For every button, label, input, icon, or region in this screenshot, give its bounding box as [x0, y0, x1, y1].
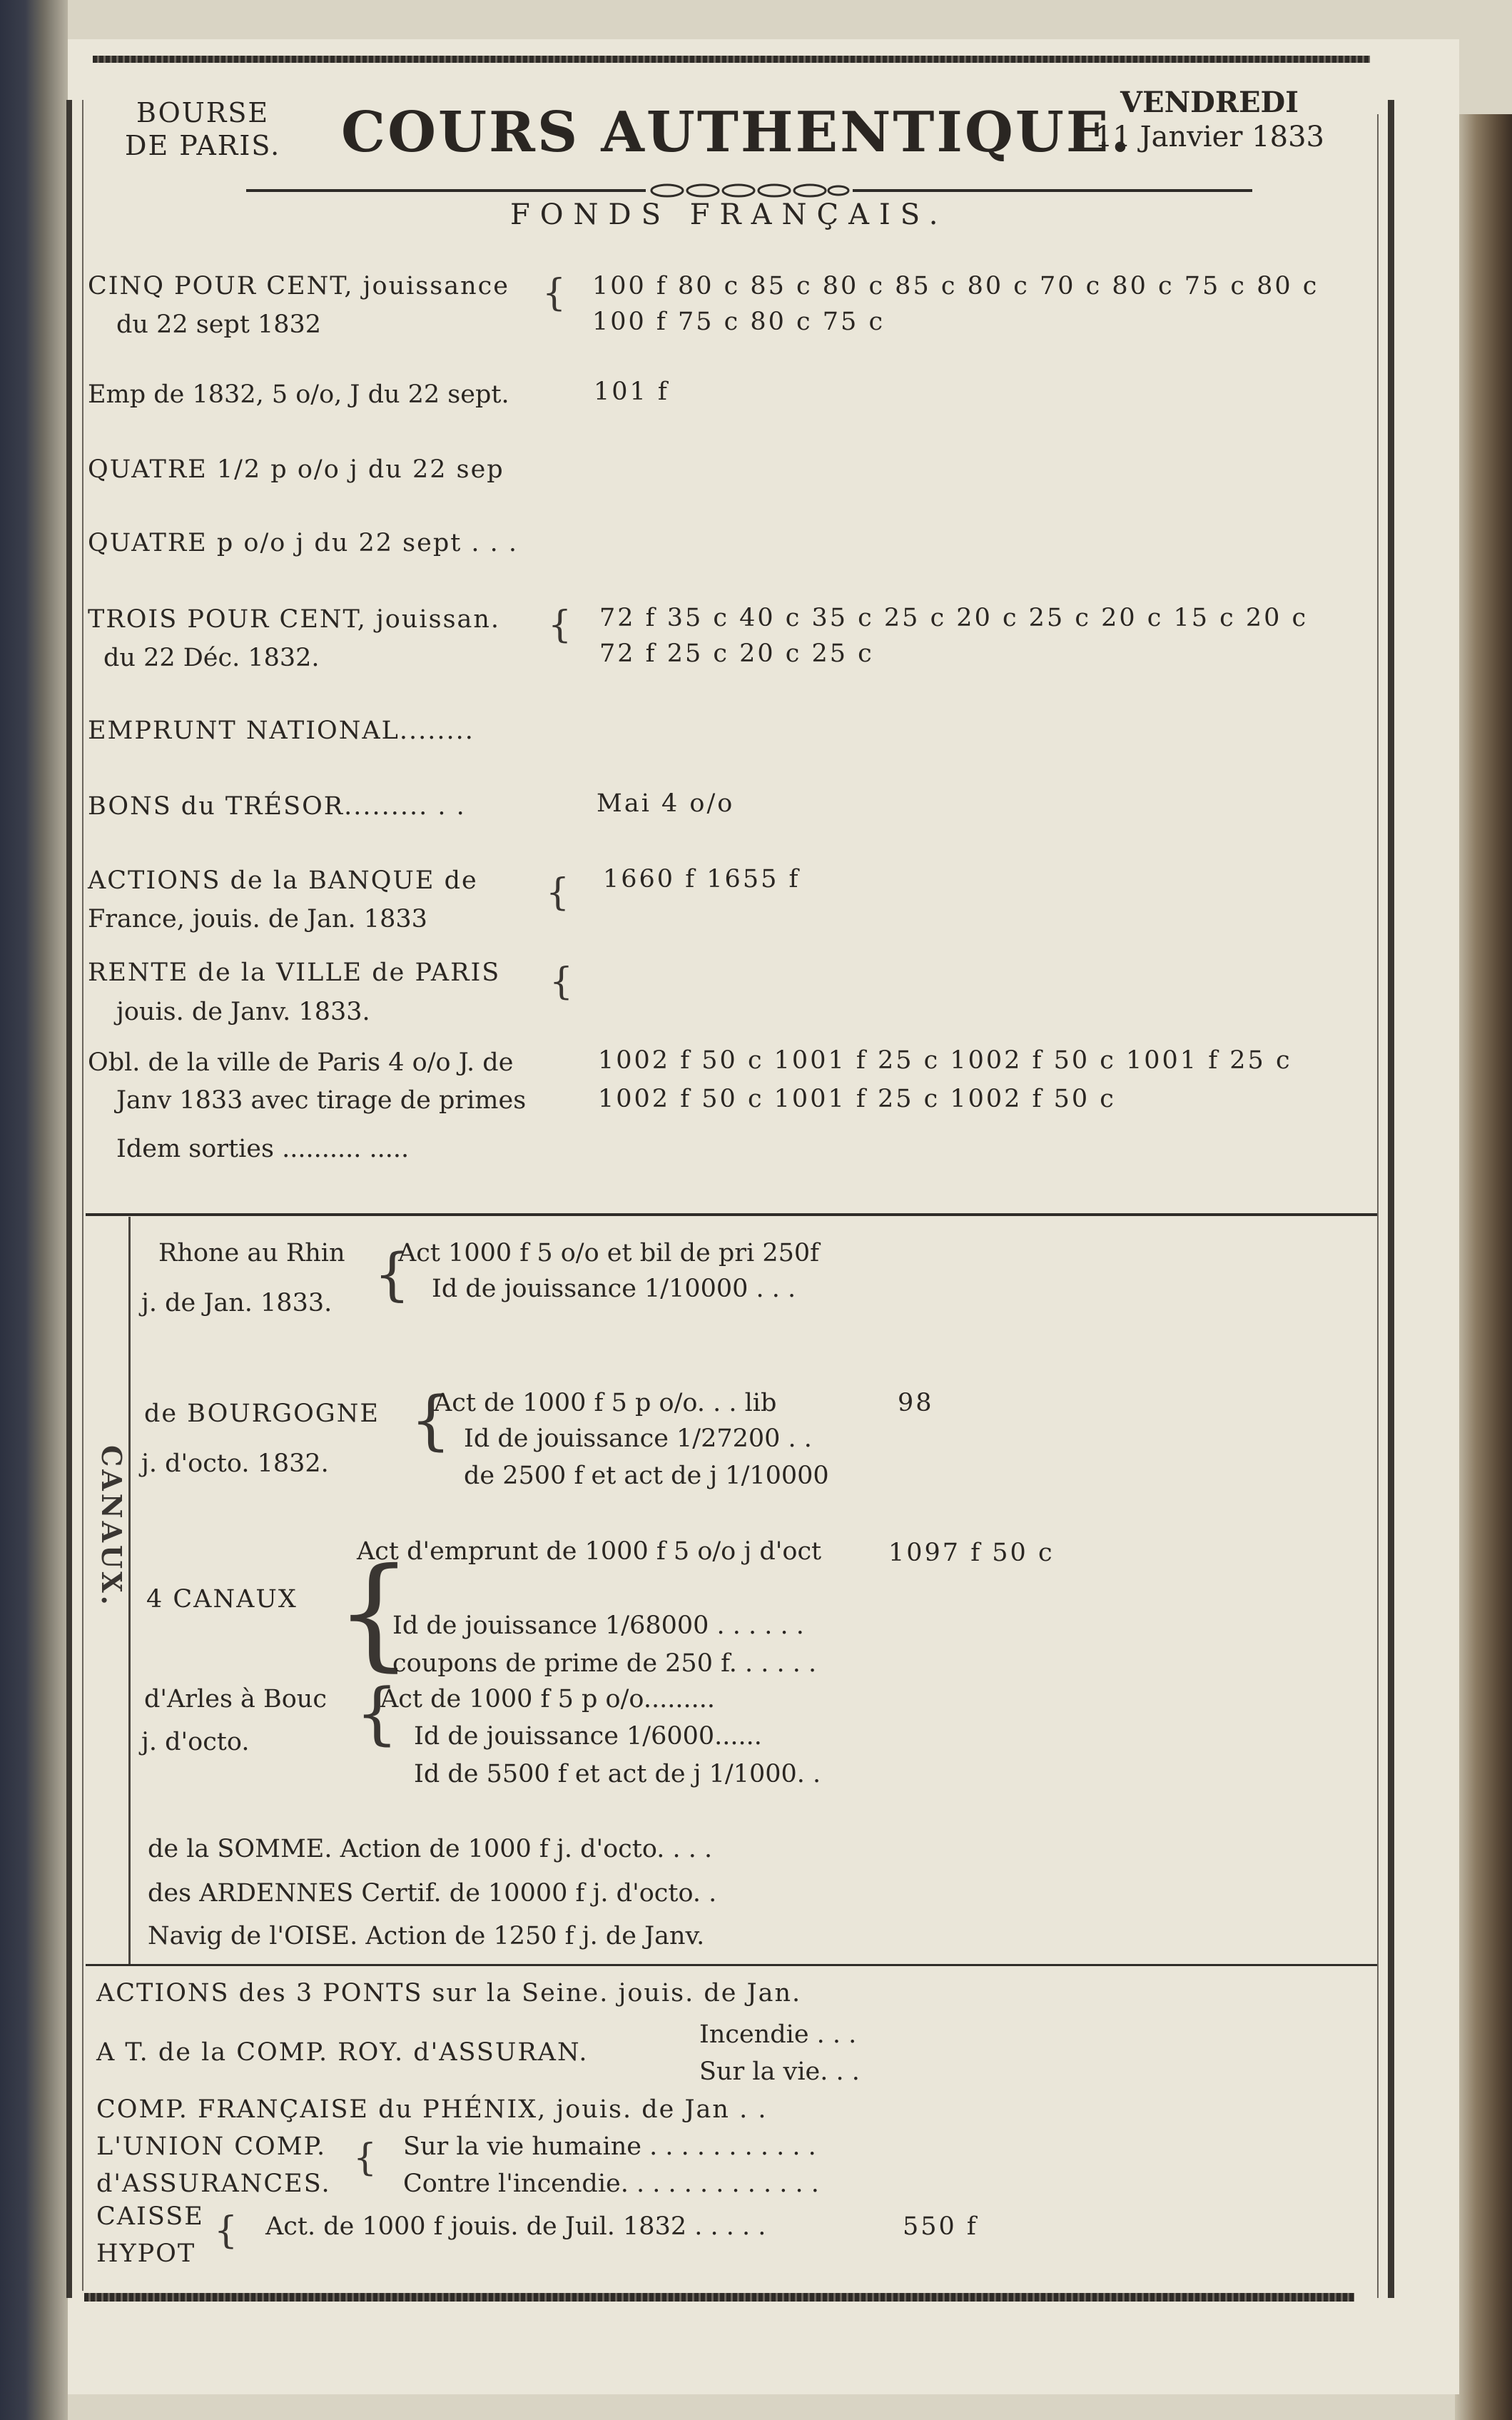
bourgogne-right-2: Id de jouissance 1/27200 . .	[464, 1424, 812, 1453]
row-obl-label-2: Janv 1833 avec tirage de primes	[116, 1086, 527, 1115]
union-label-2: d'ASSURANCES.	[96, 2170, 331, 2198]
brace: {	[546, 871, 570, 914]
header-left-block	[125, 96, 280, 162]
header-date-block	[1092, 86, 1327, 154]
at-comp-label: A T. de la COMP. ROY. d'ASSURAN.	[96, 2038, 589, 2067]
bourse-label: BOURSE	[136, 97, 270, 128]
weekday: VENDREDI	[1120, 86, 1299, 119]
row-cinq-value-1: 100 f 80 c 85 c 80 c 85 c 80 c 70 c 80 c 75 c 80 c	[592, 272, 1319, 300]
paris-label: DE PARIS.	[125, 130, 281, 161]
row-trois-value-1: 72 f 35 c 40 c 35 c 25 c 20 c 25 c 20 c 15 c 20 c	[599, 604, 1309, 632]
row-emp-label: Emp de 1832, 5 o/o, J du 22 sept.	[88, 380, 509, 409]
caisse-label-2: HYPOT	[96, 2239, 196, 2268]
arles-right-1: Act de 1000 f 5 p o/o.........	[380, 1685, 715, 1713]
page-edges	[1455, 114, 1512, 2420]
row-bons-value: Mai 4 o/o	[597, 789, 735, 818]
row-cinq-label: CINQ POUR CENT, jouissance	[88, 272, 509, 300]
arles-label: d'Arles à Bouc	[144, 1685, 327, 1713]
union-label: L'UNION COMP.	[96, 2132, 327, 2161]
rhone-right-2: Id de jouissance 1/10000 . . .	[432, 1275, 796, 1303]
quatre-canaux-right-3: coupons de prime de 250 f. . . . . .	[392, 1649, 817, 1678]
somme-row: de la SOMME. Action de 1000 f j. d'octo. . . .	[148, 1835, 713, 1863]
rhone-right-1: Act 1000 f 5 o/o et bil de pri 250f	[398, 1239, 820, 1267]
left-inner-rule	[82, 100, 83, 2291]
at-comp-incendie: Incendie . . .	[699, 2020, 857, 2049]
row-cinq-value-2: 100 f 75 c 80 c 75 c	[592, 308, 886, 336]
brace: {	[214, 2209, 238, 2252]
bourgogne-label-2: j. d'octo. 1832.	[141, 1449, 329, 1478]
caisse-label: CAISSE	[96, 2202, 204, 2231]
brace: {	[374, 1241, 410, 1307]
ponts-row: ACTIONS des 3 PONTS sur la Seine. jouis. de Jan.	[96, 1979, 802, 2008]
bourgogne-right-3: de 2500 f et act de j 1/10000	[464, 1462, 829, 1490]
row-actions-label-2: France, jouis. de Jan. 1833	[88, 905, 427, 933]
row-trois-label: TROIS POUR CENT, jouissan.	[88, 605, 501, 634]
bourgogne-label: de BOURGOGNE	[144, 1399, 380, 1428]
row-bons-label: BONS du TRÉSOR......... . .	[88, 792, 466, 821]
header-ornament	[246, 182, 1252, 199]
ardennes-row: des ARDENNES Certif. de 10000 f j. d'octo. .	[148, 1879, 717, 1908]
union-incendie: Contre l'incendie. . . . . . . . . . . . .	[403, 2170, 819, 2198]
canaux-side-label: CANAUX.	[96, 1445, 128, 1608]
caisse-right: Act. de 1000 f jouis. de Juil. 1832 . . . . .	[265, 2212, 766, 2241]
row-cinq-label-2: du 22 sept 1832	[116, 310, 322, 339]
row-emp-value: 101 f	[594, 378, 669, 406]
bourgogne-right-1: Act de 1000 f 5 p o/o. . . lib	[434, 1389, 777, 1417]
brace: {	[410, 1383, 452, 1458]
row-trois-label-2: du 22 Déc. 1832.	[103, 644, 320, 672]
brace: {	[355, 1674, 399, 1753]
brace: {	[549, 961, 574, 1003]
brace: {	[548, 604, 572, 647]
row-obl-value-2: 1002 f 50 c 1001 f 25 c 1002 f 50 c	[598, 1085, 1116, 1113]
row-quatre-demi-label: QUATRE 1/2 p o/o j du 22 sep	[88, 455, 504, 484]
bottom-border-rule	[84, 2293, 1354, 2302]
row-actions-value: 1660 f 1655 f	[603, 865, 801, 893]
section-divider-canaux	[86, 1213, 1377, 1216]
brace: {	[542, 272, 567, 315]
rhone-label-2: j. de Jan. 1833.	[141, 1289, 333, 1317]
date: 11 Janvier 1833	[1095, 121, 1324, 153]
top-border-rule	[93, 56, 1370, 63]
left-border-rule	[66, 100, 72, 2298]
row-rente-label-2: jouis. de Janv. 1833.	[116, 998, 370, 1026]
quatre-canaux-label: 4 CANAUX	[146, 1585, 298, 1614]
section-divider-assurances	[86, 1964, 1377, 1966]
section-title-fonds: FONDS FRANÇAIS.	[510, 198, 948, 231]
canaux-vertical-rule	[128, 1217, 131, 1966]
oise-row: Navig de l'OISE. Action de 1250 f j. de Janv.	[148, 1922, 705, 1950]
union-vie: Sur la vie humaine . . . . . . . . . . .	[403, 2132, 816, 2161]
quatre-canaux-right-1: Act d'emprunt de 1000 f 5 o/o j d'oct	[357, 1537, 822, 1566]
page-title: COURS AUTHENTIQUE.	[341, 100, 1132, 165]
arles-label-2: j. d'octo.	[141, 1728, 250, 1756]
bourgogne-value: 98	[898, 1389, 934, 1417]
caisse-value: 550 f	[903, 2212, 978, 2241]
brace: {	[353, 2137, 377, 2179]
row-trois-value-2: 72 f 25 c 20 c 25 c	[599, 639, 874, 668]
book-binding	[0, 0, 68, 2420]
phenix-row: COMP. FRANÇAISE du PHÉNIX, jouis. de Jan . .	[96, 2095, 768, 2124]
right-border-rule	[1388, 100, 1394, 2298]
arles-right-2: Id de jouissance 1/6000......	[414, 1722, 762, 1751]
quatre-canaux-right-2: Id de jouissance 1/68000 . . . . . .	[392, 1611, 804, 1640]
quatre-canaux-value: 1097 f 50 c	[888, 1539, 1055, 1567]
arles-right-3: Id de 5500 f et act de j 1/1000. .	[414, 1760, 821, 1788]
rhone-label: Rhone au Rhin	[158, 1239, 345, 1267]
row-actions-label: ACTIONS de la BANQUE de	[88, 866, 478, 895]
at-comp-vie: Sur la vie. . .	[699, 2057, 860, 2086]
row-emprunt-label: EMPRUNT NATIONAL........	[88, 717, 475, 745]
row-obl-label: Obl. de la ville de Paris 4 o/o J. de	[88, 1048, 514, 1077]
row-idem-label: Idem sorties .......... .....	[116, 1135, 410, 1163]
row-obl-value-1: 1002 f 50 c 1001 f 25 c 1002 f 50 c 1001 f 25 c	[598, 1046, 1292, 1075]
row-quatre-label: QUATRE p o/o j du 22 sept . . .	[88, 529, 519, 557]
brace: {	[335, 1542, 413, 1684]
right-inner-rule	[1377, 114, 1379, 2298]
row-rente-label: RENTE de la VILLE de PARIS	[88, 958, 501, 987]
